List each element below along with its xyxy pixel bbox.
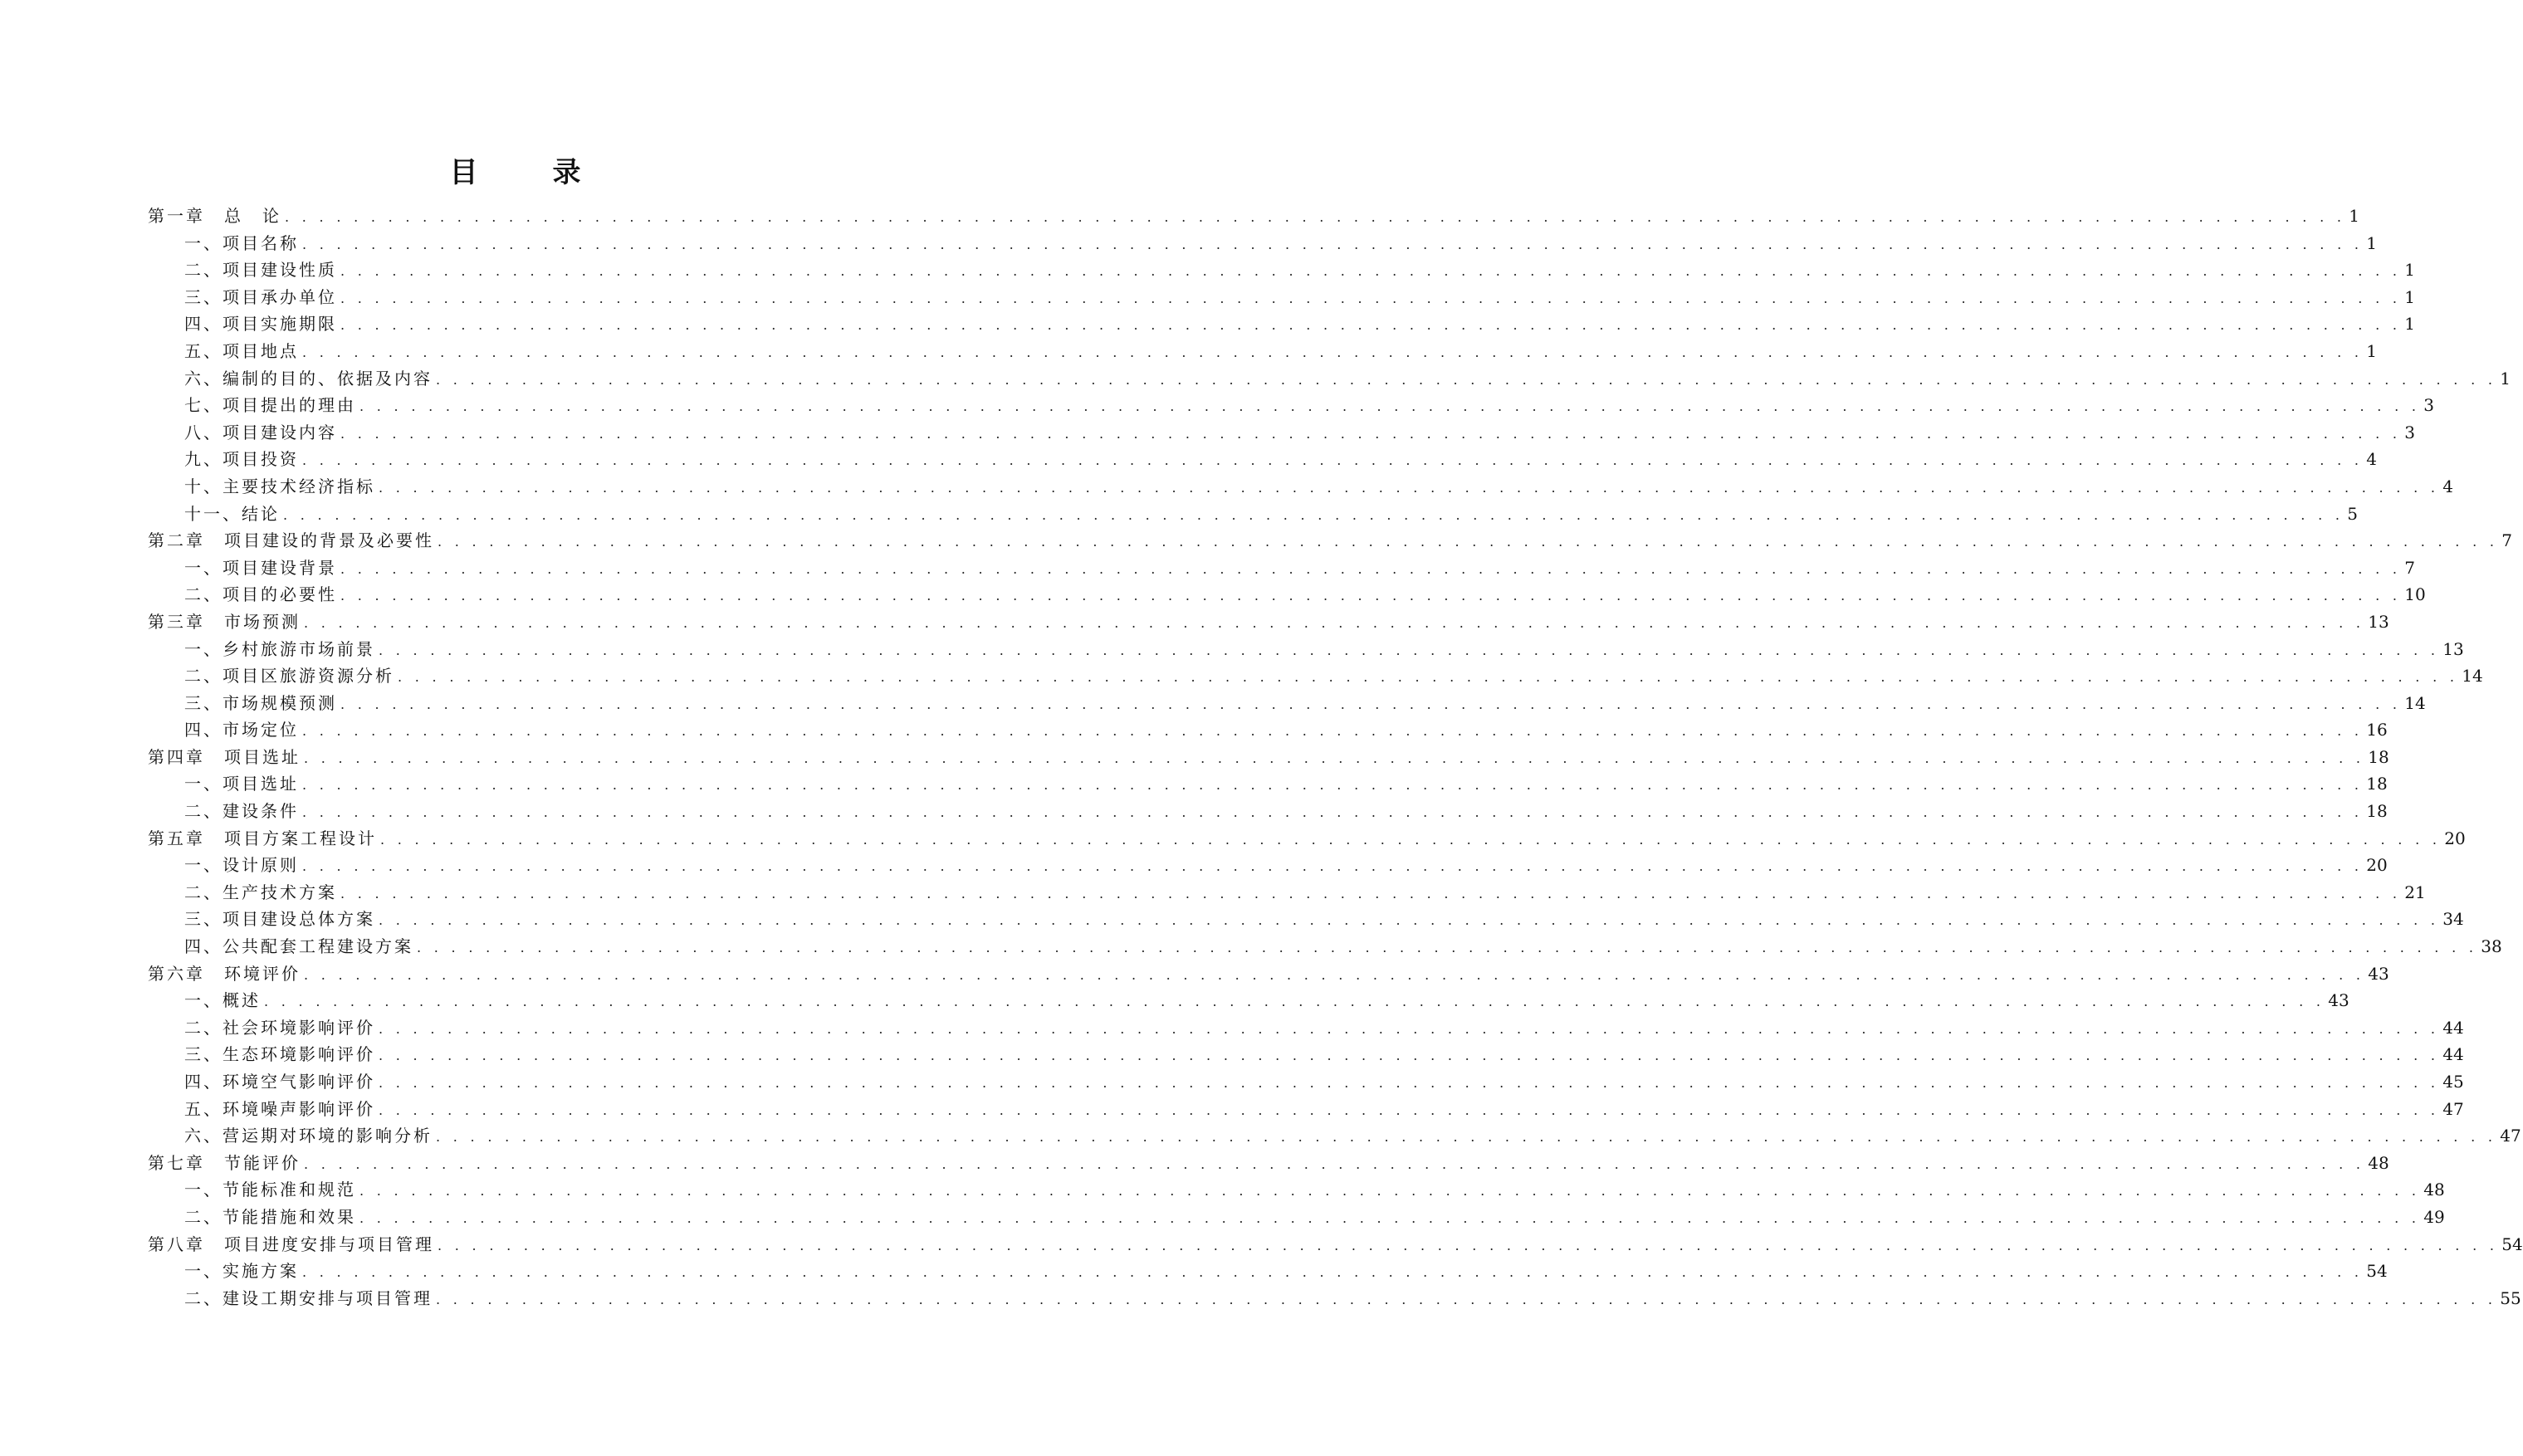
toc-entry-label: 二、生产技术方案 (184, 882, 337, 902)
toc-entry-page-number: 43 (2368, 963, 2389, 984)
toc-section-entry[interactable] (148, 446, 2377, 473)
toc-entry-page-number: 21 (2404, 882, 2426, 902)
toc-dot-leader: . . . . . . . . . . . . . . . . . . . . . . . . . . . . . . . . . . . . . . . . . . . . . . . . . . . . . . . . . . . . . . . . . . . . . . . . . . . . . . . . . . . . . . . . . . . . . . . . . . . . . . . . . . . . . . . . . . . . . . . . (304, 966, 2365, 983)
toc-chapter-entry[interactable] (148, 527, 2512, 555)
toc-dot-leader: . . . . . . . . . . . . . . . . . . . . . . . . . . . . . . . . . . . . . . . . . . . . . . . . . . . . . . . . . . . . . . . . . . . . . . . . . . . . . . . . . . . . . . . . . . . . . . . . . . . . . . . . . . . . . . . . . . . . . . . . (340, 317, 2402, 334)
toc-entry-page-number: 1 (2366, 340, 2377, 361)
toc-dot-leader: . . . . . . . . . . . . . . . . . . . . . . . . . . . . . . . . . . . . . . . . . . . . . . . . . . . . . . . . . . . . . . . . . . . . . . . . . . . . . . . . . . . . . . . . . . . . . . . . . . . . . . . . . . . . . . . . . . . . . . . . (340, 588, 2402, 604)
toc-entry-page-number: 1 (2349, 206, 2359, 226)
toc-entry-page-number: 1 (2404, 314, 2415, 335)
toc-dot-leader: . . . . . . . . . . . . . . . . . . . . . . . . . . . . . . . . . . . . . . . . . . . . . . . . . . . . . . . . . . . . . . . . . . . . . . . . . . . . . . . . . . . . . . . . . . . . . . . . . . . . . . . . . . . . . . . . . . . . . . . . (304, 614, 2365, 631)
toc-entry-label: 七、项目提出的理由 (184, 395, 356, 416)
toc-entry-label: 一、乡村旅游市场前景 (184, 638, 375, 659)
toc-entry-label: 五、环境噪声影响评价 (184, 1098, 375, 1119)
toc-entry-page-number: 5 (2347, 503, 2358, 524)
toc-dot-leader: . . . . . . . . . . . . . . . . . . . . . . . . . . . . . . . . . . . . . . . . . . . . . . . . . . . . . . . . . . . . . . . . . . . . . . . . . . . . . . . . . . . . . . . . . . . . . . . . . . . . . . . . . . . . . . . . . . . . . . . . (340, 263, 2402, 280)
toc-dot-leader: . . . . . . . . . . . . . . . . . . . . . . . . . . . . . . . . . . . . . . . . . . . . . . . . . . . . . . . . . . . . . . . . . . . . . . . . . . . . . . . . . . . . . . . . . . . . . . . . . . . . . . . . . . . . . . . . . . . . . . . . (302, 1264, 2364, 1281)
toc-chapter-entry[interactable] (148, 960, 2389, 988)
toc-entry-label: 第一章 总 论 (148, 206, 281, 226)
toc-entry-page-number: 3 (2404, 422, 2415, 442)
toc-entry-page-number: 20 (2366, 855, 2388, 876)
toc-entry-label: 一、实施方案 (184, 1261, 299, 1282)
toc-entry-page-number: 4 (2442, 476, 2453, 496)
toc-entry-page-number: 1 (2404, 260, 2415, 281)
toc-entry-page-number: 18 (2368, 746, 2389, 767)
toc-section-entry[interactable] (148, 798, 2388, 825)
toc-dot-leader: . . . . . . . . . . . . . . . . . . . . . . . . . . . . . . . . . . . . . . . . . . . . . . . . . . . . . . . . . . . . . . . . . . . . . . . . . . . . . . . . . . . . . . . . . . . . . . . . . . . . . . . . . . . . . . . . . . . . . . . . (340, 885, 2402, 901)
toc-entry-label: 二、项目的必要性 (184, 584, 337, 605)
toc-entry-label: 四、市场定位 (184, 720, 299, 740)
toc-entry-page-number: 48 (2368, 1152, 2389, 1173)
toc-section-entry[interactable] (148, 906, 2464, 933)
toc-entry-label: 二、社会环境影响评价 (184, 1017, 375, 1038)
toc-entry-label: 二、建设工期安排与项目管理 (184, 1287, 433, 1308)
toc-section-entry[interactable] (148, 257, 2415, 284)
toc-section-entry[interactable] (148, 1096, 2464, 1123)
toc-section-entry[interactable] (148, 555, 2415, 582)
toc-dot-leader: . . . . . . . . . . . . . . . . . . . . . . . . . . . . . . . . . . . . . . . . . . . . . . . . . . . . . . . . . . . . . . . . . . . . . . . . . . . . . . . . . . . . . . . . . . . . . . . . . . . . . . . . . . . . . . . . . . . . . . . . (379, 642, 2440, 658)
toc-section-entry[interactable] (148, 716, 2388, 744)
toc-entry-page-number: 34 (2442, 909, 2464, 930)
toc-entry-label: 一、设计原则 (184, 855, 299, 876)
toc-chapter-entry[interactable] (148, 744, 2389, 771)
toc-section-entry[interactable] (148, 581, 2426, 608)
toc-dot-leader: . . . . . . . . . . . . . . . . . . . . . . . . . . . . . . . . . . . . . . . . . . . . . . . . . . . . . . . . . . . . . . . . . . . . . . . . . . . . . . . . . . . . . . . . . . . . . . . . . . . . . . . . . . . . . . . . . . . . . . . . (304, 1156, 2365, 1172)
toc-entry-label: 三、市场规模预测 (184, 692, 337, 713)
toc-dot-leader: . . . . . . . . . . . . . . . . . . . . . . . . . . . . . . . . . . . . . . . . . . . . . . . . . . . . . . . . . . . . . . . . . . . . . . . . . . . . . . . . . . . . . . . . . . . . . . . . . . . . . . . . . . . . . . . . . . . . . . . . (285, 209, 2346, 225)
toc-entry-page-number: 10 (2404, 584, 2426, 605)
toc-dot-leader: . . . . . . . . . . . . . . . . . . . . . . . . . . . . . . . . . . . . . . . . . . . . . . . . . . . . . . . . . . . . . . . . . . . . . . . . . . . . . . . . . . . . . . . . . . . . . . . . . . . . . . . . . . . . . . . . . . . . . . . . (417, 940, 2478, 956)
toc-entry-label: 二、节能措施和效果 (184, 1206, 356, 1227)
toc-entry-label: 四、公共配套工程建设方案 (184, 936, 413, 957)
toc-entry-label: 三、项目建设总体方案 (184, 909, 375, 930)
toc-entry-label: 三、生态环境影响评价 (184, 1044, 375, 1065)
toc-entry-page-number: 48 (2423, 1180, 2445, 1200)
toc-entry-page-number: 44 (2442, 1044, 2464, 1065)
toc-section-entry[interactable] (148, 1285, 2521, 1312)
toc-entry-page-number: 7 (2501, 530, 2512, 551)
toc-entry-label: 第二章 项目建设的背景及必要性 (148, 530, 434, 551)
toc-chapter-entry[interactable] (148, 1231, 2523, 1258)
toc-section-entry[interactable] (148, 690, 2426, 717)
toc-section-entry[interactable] (148, 1014, 2464, 1042)
toc-entry-page-number: 45 (2442, 1072, 2464, 1092)
toc-entry-page-number: 1 (2500, 368, 2511, 388)
table-of-contents (148, 203, 2523, 1312)
toc-entry-page-number: 1 (2404, 286, 2415, 307)
toc-entry-label: 十一、结论 (184, 503, 280, 524)
toc-dot-leader: . . . . . . . . . . . . . . . . . . . . . . . . . . . . . . . . . . . . . . . . . . . . . . . . . . . . . . . . . . . . . . . . . . . . . . . . . . . . . . . . . . . . . . . . . . . . . . . . . . . . . . . . . . . . . . . . . . . . . . . . (359, 1183, 2421, 1199)
toc-dot-leader: . . . . . . . . . . . . . . . . . . . . . . . . . . . . . . . . . . . . . . . . . . . . . . . . . . . . . . . . . . . . . . . . . . . . . . . . . . . . . . . . . . . . . . . . . . . . . . . . . . . . . . . . . . . . . . . . . . . . . . . . (359, 398, 2421, 415)
toc-entry-page-number: 47 (2442, 1098, 2464, 1119)
toc-section-entry[interactable] (148, 636, 2464, 663)
toc-entry-page-number: 43 (2328, 990, 2349, 1011)
toc-dot-leader: . . . . . . . . . . . . . . . . . . . . . . . . . . . . . . . . . . . . . . . . . . . . . . . . . . . . . . . . . . . . . . . . . . . . . . . . . . . . . . . . . . . . . . . . . . . . . . . . . . . . . . . . . . . . . . . . . . . . . . . . (379, 479, 2440, 496)
toc-entry-page-number: 16 (2366, 720, 2388, 740)
toc-entry-label: 第三章 市场预测 (148, 611, 301, 632)
toc-dot-leader: . . . . . . . . . . . . . . . . . . . . . . . . . . . . . . . . . . . . . . . . . . . . . . . . . . . . . . . . . . . . . . . . . . . . . . . . . . . . . . . . . . . . . . . . . . . . . . . . . . . . . . . . . . . . . . . . . . . . . . . . (398, 669, 2459, 686)
toc-dot-leader: . . . . . . . . . . . . . . . . . . . . . . . . . . . . . . . . . . . . . . . . . . . . . . . . . . . . . . . . . . . . . . . . . . . . . . . . . . . . . . . . . . . . . . . . . . . . . . . . . . . . . . . . . . . . . . . . . . . . . . . . (302, 344, 2364, 360)
toc-section-entry[interactable] (148, 1041, 2464, 1068)
toc-entry-label: 二、项目建设性质 (184, 260, 337, 281)
toc-entry-page-number: 4 (2366, 449, 2377, 470)
toc-section-entry[interactable] (148, 770, 2388, 798)
toc-entry-page-number: 18 (2366, 774, 2388, 794)
toc-entry-page-number: 3 (2423, 395, 2434, 416)
toc-dot-leader: . . . . . . . . . . . . . . . . . . . . . . . . . . . . . . . . . . . . . . . . . . . . . . . . . . . . . . . . . . . . . . . . . . . . . . . . . . . . . . . . . . . . . . . . . . . . . . . . . . . . . . . . . . . . . . . . . . . . . . . . (302, 723, 2364, 740)
toc-dot-leader: . . . . . . . . . . . . . . . . . . . . . . . . . . . . . . . . . . . . . . . . . . . . . . . . . . . . . . . . . . . . . . . . . . . . . . . . . . . . . . . . . . . . . . . . . . . . . . . . . . . . . . . . . . . . . . . . . . . . . . . . (302, 777, 2364, 794)
toc-dot-leader: . . . . . . . . . . . . . . . . . . . . . . . . . . . . . . . . . . . . . . . . . . . . . . . . . . . . . . . . . . . . . . . . . . . . . . . . . . . . . . . . . . . . . . . . . . . . . . . . . . . . . . . . . . . . . . . . . . . . . . . . (302, 452, 2364, 469)
toc-dot-leader: . . . . . . . . . . . . . . . . . . . . . . . . . . . . . . . . . . . . . . . . . . . . . . . . . . . . . . . . . . . . . . . . . . . . . . . . . . . . . . . . . . . . . . . . . . . . . . . . . . . . . . . . . . . . . . . . . . . . . . . . (340, 425, 2402, 442)
toc-chapter-entry[interactable] (148, 1150, 2389, 1177)
toc-entry-page-number: 38 (2481, 936, 2502, 957)
toc-section-entry[interactable] (148, 933, 2502, 960)
toc-section-entry[interactable] (148, 879, 2426, 906)
toc-section-entry[interactable] (148, 392, 2434, 419)
toc-entry-page-number: 44 (2442, 1017, 2464, 1038)
toc-section-entry[interactable] (148, 1122, 2521, 1150)
toc-section-entry[interactable] (148, 419, 2415, 447)
toc-section-entry[interactable] (148, 662, 2483, 690)
toc-entry-label: 第七章 节能评价 (148, 1152, 301, 1173)
toc-entry-label: 九、项目投资 (184, 449, 299, 470)
toc-dot-leader: . . . . . . . . . . . . . . . . . . . . . . . . . . . . . . . . . . . . . . . . . . . . . . . . . . . . . . . . . . . . . . . . . . . . . . . . . . . . . . . . . . . . . . . . . . . . . . . . . . . . . . . . . . . . . . . . . . . . . . . . (436, 371, 2497, 388)
toc-dot-leader: . . . . . . . . . . . . . . . . . . . . . . . . . . . . . . . . . . . . . . . . . . . . . . . . . . . . . . . . . . . . . . . . . . . . . . . . . . . . . . . . . . . . . . . . . . . . . . . . . . . . . . . . . . . . . . . . . . . . . . . . (438, 534, 2499, 550)
toc-entry-label: 第四章 项目选址 (148, 746, 301, 767)
toc-entry-label: 第八章 项目进度安排与项目管理 (148, 1234, 434, 1254)
toc-entry-label: 十、主要技术经济指标 (184, 476, 375, 496)
toc-entry-page-number: 20 (2444, 828, 2466, 848)
toc-entry-page-number: 1 (2366, 232, 2377, 253)
toc-dot-leader: . . . . . . . . . . . . . . . . . . . . . . . . . . . . . . . . . . . . . . . . . . . . . . . . . . . . . . . . . . . . . . . . . . . . . . . . . . . . . . . . . . . . . . . . . . . . . . . . . . . . . . . . . . . . . . . . . . . . . . . . (304, 750, 2365, 766)
toc-section-entry[interactable] (148, 365, 2511, 393)
toc-entry-label: 第五章 项目方案工程设计 (148, 828, 377, 848)
toc-dot-leader: . . . . . . . . . . . . . . . . . . . . . . . . . . . . . . . . . . . . . . . . . . . . . . . . . . . . . . . . . . . . . . . . . . . . . . . . . . . . . . . . . . . . . . . . . . . . . . . . . . . . . . . . . . . . . . . . . . . . . . . . (379, 1075, 2440, 1091)
toc-entry-label: 三、项目承办单位 (184, 286, 337, 307)
toc-entry-label: 一、项目选址 (184, 774, 299, 794)
toc-entry-label: 八、项目建设内容 (184, 422, 337, 442)
toc-dot-leader: . . . . . . . . . . . . . . . . . . . . . . . . . . . . . . . . . . . . . . . . . . . . . . . . . . . . . . . . . . . . . . . . . . . . . . . . . . . . . . . . . . . . . . . . . . . . . . . . . . . . . . . . . . . . . . . . . . . . . . . . (359, 1209, 2421, 1226)
page-title: 目 录 (449, 156, 604, 189)
toc-chapter-entry[interactable] (148, 203, 2359, 230)
toc-entry-label: 六、编制的目的、依据及内容 (184, 368, 433, 388)
toc-dot-leader: . . . . . . . . . . . . . . . . . . . . . . . . . . . . . . . . . . . . . . . . . . . . . . . . . . . . . . . . . . . . . . . . . . . . . . . . . . . . . . . . . . . . . . . . . . . . . . . . . . . . . . . . . . . . . . . . . . . . . . . . (302, 858, 2364, 875)
toc-entry-page-number: 54 (2501, 1234, 2523, 1254)
toc-entry-label: 一、项目建设背景 (184, 557, 337, 578)
toc-section-entry[interactable] (148, 310, 2415, 338)
toc-entry-page-number: 18 (2366, 801, 2388, 822)
toc-dot-leader: . . . . . . . . . . . . . . . . . . . . . . . . . . . . . . . . . . . . . . . . . . . . . . . . . . . . . . . . . . . . . . . . . . . . . . . . . . . . . . . . . . . . . . . . . . . . . . . . . . . . . . . . . . . . . . . . . . . . . . . . (379, 1102, 2440, 1118)
toc-entry-label: 第六章 环境评价 (148, 963, 301, 984)
toc-dot-leader: . . . . . . . . . . . . . . . . . . . . . . . . . . . . . . . . . . . . . . . . . . . . . . . . . . . . . . . . . . . . . . . . . . . . . . . . . . . . . . . . . . . . . . . . . . . . . . . . . . . . . . . . . . . . . . . . . . . . . . . . (340, 560, 2402, 577)
toc-dot-leader: . . . . . . . . . . . . . . . . . . . . . . . . . . . . . . . . . . . . . . . . . . . . . . . . . . . . . . . . . . . . . . . . . . . . . . . . . . . . . . . . . . . . . . . . . . . . . . . . . . . . . . . . . . . . . . . . . . . . . . . . (438, 1237, 2499, 1253)
toc-section-entry[interactable] (148, 284, 2415, 311)
toc-dot-leader: . . . . . . . . . . . . . . . . . . . . . . . . . . . . . . . . . . . . . . . . . . . . . . . . . . . . . . . . . . . . . . . . . . . . . . . . . . . . . . . . . . . . . . . . . . . . . . . . . . . . . . . . . . . . . . . . . . . . . . . . (302, 804, 2364, 821)
toc-section-entry[interactable] (148, 1176, 2445, 1204)
toc-entry-label: 四、项目实施期限 (184, 314, 337, 335)
toc-entry-label: 二、项目区旅游资源分析 (184, 666, 394, 686)
toc-entry-page-number: 13 (2368, 611, 2389, 632)
toc-section-entry[interactable] (148, 501, 2358, 528)
toc-chapter-entry[interactable] (148, 608, 2389, 636)
toc-entry-label: 一、节能标准和规范 (184, 1180, 356, 1200)
toc-dot-leader: . . . . . . . . . . . . . . . . . . . . . . . . . . . . . . . . . . . . . . . . . . . . . . . . . . . . . . . . . . . . . . . . . . . . . . . . . . . . . . . . . . . . . . . . . . . . . . . . . . . . . . . . . . . . . . . . . . . . . . . . (379, 1020, 2440, 1037)
toc-entry-page-number: 14 (2404, 692, 2426, 713)
toc-entry-label: 六、营运期对环境的影响分析 (184, 1126, 433, 1146)
toc-section-entry[interactable] (148, 473, 2453, 501)
toc-section-entry[interactable] (148, 230, 2377, 257)
toc-dot-leader: . . . . . . . . . . . . . . . . . . . . . . . . . . . . . . . . . . . . . . . . . . . . . . . . . . . . . . . . . . . . . . . . . . . . . . . . . . . . . . . . . . . . . . . . . . . . . . . . . . . . . . . . . . . . . . . . . . . . . . . . (380, 831, 2442, 848)
toc-section-entry[interactable] (148, 338, 2377, 365)
toc-section-entry[interactable] (148, 1258, 2388, 1285)
toc-dot-leader: . . . . . . . . . . . . . . . . . . . . . . . . . . . . . . . . . . . . . . . . . . . . . . . . . . . . . . . . . . . . . . . . . . . . . . . . . . . . . . . . . . . . . . . . . . . . . . . . . . . . . . . . . . . . . . . . . . . . . . . . (264, 994, 2325, 1010)
toc-entry-label: 五、项目地点 (184, 340, 299, 361)
toc-entry-page-number: 49 (2423, 1206, 2445, 1227)
toc-dot-leader: . . . . . . . . . . . . . . . . . . . . . . . . . . . . . . . . . . . . . . . . . . . . . . . . . . . . . . . . . . . . . . . . . . . . . . . . . . . . . . . . . . . . . . . . . . . . . . . . . . . . . . . . . . . . . . . . . . . . . . . . (379, 912, 2440, 929)
toc-dot-leader: . . . . . . . . . . . . . . . . . . . . . . . . . . . . . . . . . . . . . . . . . . . . . . . . . . . . . . . . . . . . . . . . . . . . . . . . . . . . . . . . . . . . . . . . . . . . . . . . . . . . . . . . . . . . . . . . . . . . . . . . (379, 1048, 2440, 1064)
toc-entry-page-number: 13 (2442, 638, 2464, 659)
toc-entry-page-number: 14 (2462, 666, 2483, 686)
toc-entry-page-number: 47 (2500, 1126, 2521, 1146)
toc-section-entry[interactable] (148, 987, 2349, 1014)
toc-entry-label: 二、建设条件 (184, 801, 299, 822)
toc-section-entry[interactable] (148, 1204, 2445, 1231)
toc-section-entry[interactable] (148, 852, 2388, 879)
toc-dot-leader: . . . . . . . . . . . . . . . . . . . . . . . . . . . . . . . . . . . . . . . . . . . . . . . . . . . . . . . . . . . . . . . . . . . . . . . . . . . . . . . . . . . . . . . . . . . . . . . . . . . . . . . . . . . . . . . . . . . . . . . . (340, 290, 2402, 306)
toc-dot-leader: . . . . . . . . . . . . . . . . . . . . . . . . . . . . . . . . . . . . . . . . . . . . . . . . . . . . . . . . . . . . . . . . . . . . . . . . . . . . . . . . . . . . . . . . . . . . . . . . . . . . . . . . . . . . . . . . . . . . . . . . (340, 696, 2402, 712)
toc-entry-page-number: 55 (2500, 1287, 2521, 1308)
toc-chapter-entry[interactable] (148, 825, 2466, 853)
toc-entry-label: 一、项目名称 (184, 232, 299, 253)
toc-entry-label: 一、概述 (184, 990, 261, 1011)
toc-dot-leader: . . . . . . . . . . . . . . . . . . . . . . . . . . . . . . . . . . . . . . . . . . . . . . . . . . . . . . . . . . . . . . . . . . . . . . . . . . . . . . . . . . . . . . . . . . . . . . . . . . . . . . . . . . . . . . . . . . . . . . . . (283, 506, 2345, 523)
toc-section-entry[interactable] (148, 1068, 2464, 1096)
toc-entry-page-number: 54 (2366, 1261, 2388, 1282)
toc-entry-page-number: 7 (2404, 557, 2415, 578)
toc-dot-leader: . . . . . . . . . . . . . . . . . . . . . . . . . . . . . . . . . . . . . . . . . . . . . . . . . . . . . . . . . . . . . . . . . . . . . . . . . . . . . . . . . . . . . . . . . . . . . . . . . . . . . . . . . . . . . . . . . . . . . . . . (436, 1129, 2497, 1146)
toc-entry-label: 四、环境空气影响评价 (184, 1072, 375, 1092)
toc-dot-leader: . . . . . . . . . . . . . . . . . . . . . . . . . . . . . . . . . . . . . . . . . . . . . . . . . . . . . . . . . . . . . . . . . . . . . . . . . . . . . . . . . . . . . . . . . . . . . . . . . . . . . . . . . . . . . . . . . . . . . . . . (436, 1291, 2497, 1307)
toc-dot-leader: . . . . . . . . . . . . . . . . . . . . . . . . . . . . . . . . . . . . . . . . . . . . . . . . . . . . . . . . . . . . . . . . . . . . . . . . . . . . . . . . . . . . . . . . . . . . . . . . . . . . . . . . . . . . . . . . . . . . . . . . (302, 236, 2364, 252)
